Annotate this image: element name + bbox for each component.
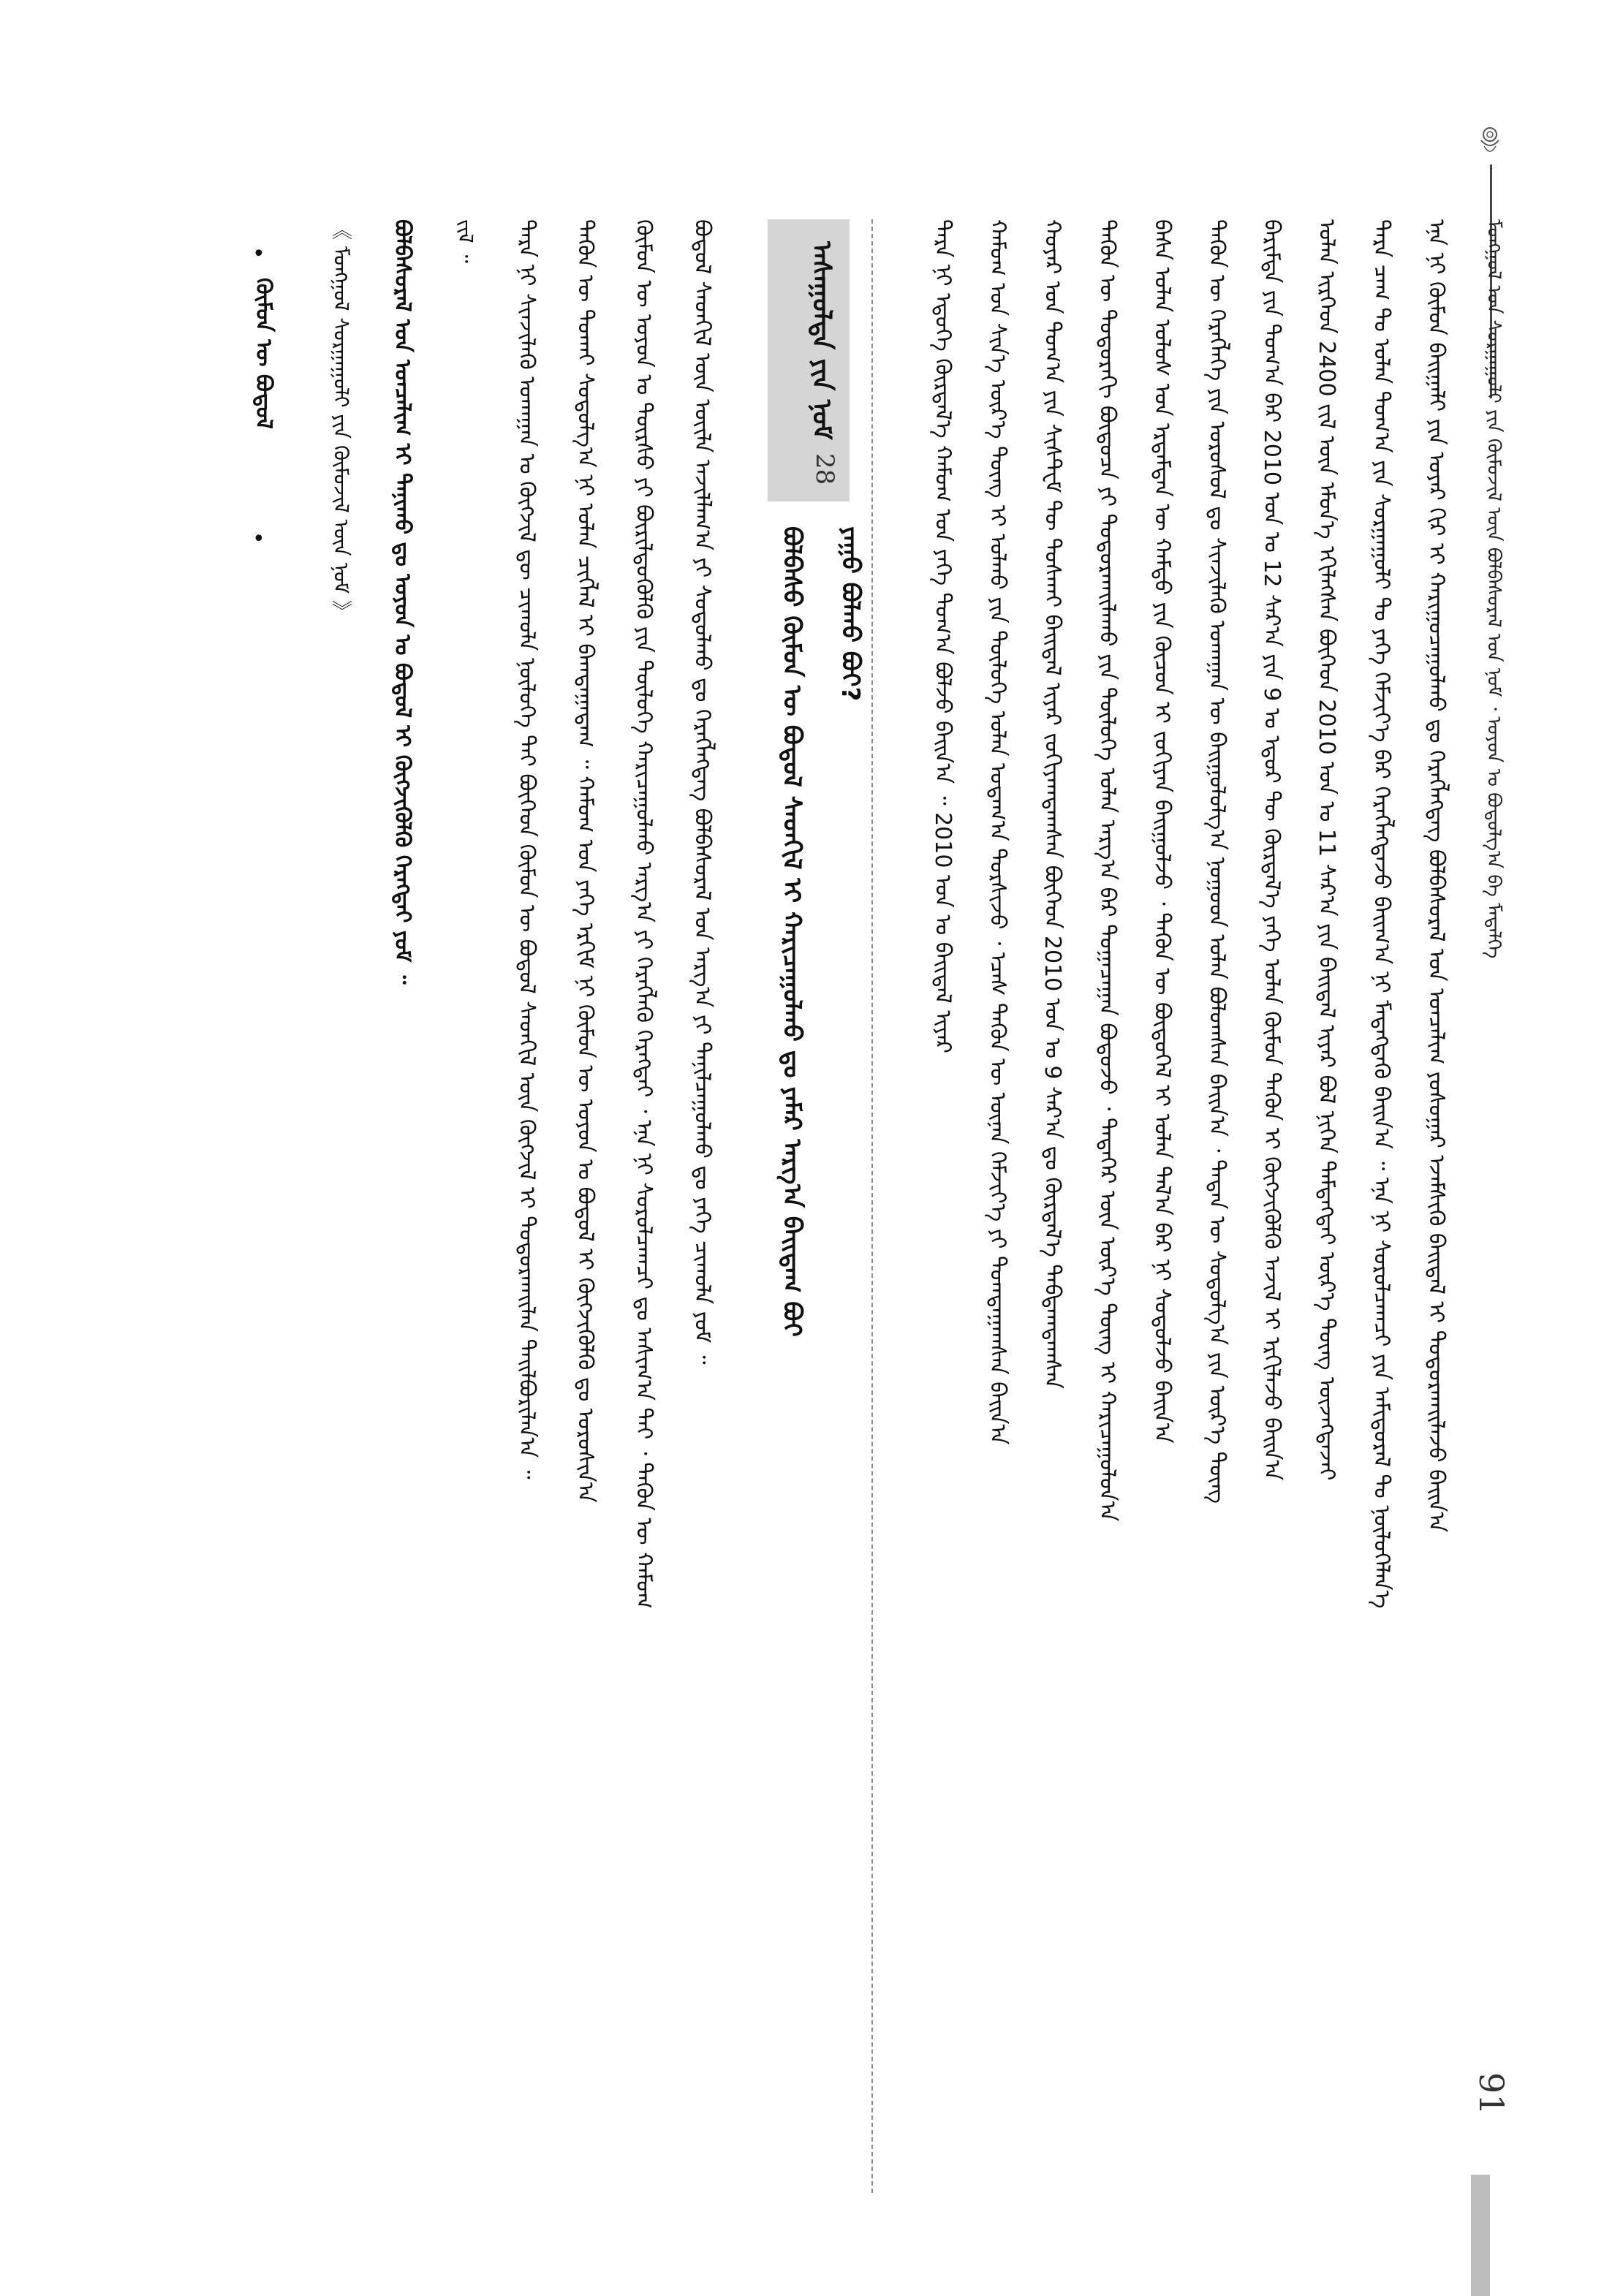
answer-text-column: ᠬᠦᠮᠦᠨ ᠦ ᠣᠶᠤᠨ ᠤ ᠳᠦᠷᠰᠦ ᠶᠢ ᠪᠦᠷᠢᠯᠳᠦᠭᠦᠯᠬᠦ ᠶᠢᠨ ᠲᠥᠯᠦᠭᠡ ᠬᠠᠷᠢᠴᠠᠭᠤᠯᠬᠤ ᠠᠷᠭ᠎ᠠ ᠶᠢ ᠬᠡᠷᠡᠭᠯᠡᠬᠦ ᠬᠡᠷᠡᠭᠲᠡᠢ ᠂ ᠡᠨᠡ ᠨᠢ ᠰᠤᠷᠤᠯᠴᠠᠭᠴᠢ ᠳᠤ ᠠᠰᠢᠭ᠎ᠠ ᠲᠠᠢ ᠂ ᠲᠡᠭᠦᠨ ᠦ ᠬᠠᠮᠤᠭ: [631, 219, 657, 1609]
body-text-column: ᠬᠠᠮᠤᠭ ᠤᠨ ᠰᠢᠨ᠎ᠡ ᠦᠷ᠎ᠡ ᠳᠦᠩ ᠢ ᠣᠯᠬᠤ ᠶᠢᠨ ᠲᠥᠯᠦᠭᠡ ᠣᠯᠠᠨ ᠤᠳᠠᠭ᠎ᠠ ᠲᠤᠷᠰᠢᠵᠤ ᠂ ᠡᠴᠡᠰ ᠲᠡᠭᠦᠨ ᠦ ᠦᠨᠡᠨ ᠬᠡᠮᠵᠢᠶ᠎ᠡ ᠶᠢ ᠲᠣᠭᠲᠠᠭᠠᠭᠰᠠᠨ ᠪᠠᠢᠨ᠎ᠠ: [985, 219, 1010, 1445]
body-text-column: ᠲᠡᠷᠡ ᠨᠢ ᠡᠳᠦᠭᠡ ᠬᠦᠷᠲᠡᠯ᠎ᠡ ᠬᠠᠮᠤᠭ ᠤᠨ ᠶᠡᠬᠡ ᠲᠣᠭ᠎ᠠ ᠪᠣᠯᠵᠤ ᠪᠠᠢᠨ᠎ᠠ ᠃ 2010 ᠣᠨ ᠤ ᠪᠠᠢᠳᠠᠯ ᠢᠶᠠᠷ: [930, 219, 956, 1054]
body-text-column: ᠪᠠᠰᠠ ᠣᠯᠠᠨ ᠤᠯᠤᠰ ᠤᠨ ᠡᠷᠳᠡᠮᠲᠡᠨ ᠦ ᠬᠠᠮᠲᠤ ᠶᠢᠨ ᠬᠦᠴᠦᠨ ᠢ ᠵᠣᠬᠢᠶᠠᠨ ᠪᠠᠢᠭᠤᠯᠵᠤ ᠂ ᠲᠡᠭᠦᠨ ᠦ ᠪᠦᠲᠦᠭᠡᠯ ᠢ ᠣᠯᠠᠨ ᠲᠠᠯ᠎ᠠ ᠪᠠᠷ ᠨᠢ ᠰᠤᠳᠤᠯᠵᠤ ᠪᠠᠢᠨ᠎ᠠ: [1149, 219, 1175, 1444]
body-text-column: ᠡᠨᠡ ᠨᠢ ᠬᠦᠮᠦᠨ ᠪᠠᠢᠭᠠᠯᠢ ᠶᠢᠨ ᠤᠶᠠᠷ ᠬᠢᠷ ᠢ ᠬᠠᠷᠢᠭᠤᠴᠠᠭᠤᠯᠬᠤ ᠳᠤ ᠬᠡᠷᠡᠭᠯᠡᠭᠳᠡᠭ ᠪᠣᠯᠪᠠᠰᠤᠷᠠᠯ ᠤᠨ ᠣᠨᠴᠠᠯᠢᠭ ᠶᠣᠰᠤᠭᠠᠷ ᠡᠵᠡᠮᠰᠢᠬᠦ ᠪᠠᠢᠳᠠᠯ ᠢ ᠲᠣᠳᠣᠷᠬᠠᠢᠯᠠᠵᠤ ᠪᠠᠢᠨ᠎ᠠ: [1423, 219, 1449, 1533]
running-header: ᠮᠣᠩᠭᠣᠯ ᠤᠨ ᠰᠤᠷᠭᠠᠭᠤᠯᠢ ᠶᠢᠨ ᠬᠦᠮᠦᠵᠢᠯ ᠦᠨ ᠪᠣᠯᠪᠠᠰᠤᠷᠠᠯ ᠤᠨ ᠨᠣᠮ ᠂ ᠣᠶᠤᠨ ᠤ ᠪᠣᠳᠤᠯᠭ᠎ᠠ ᠪᠠ ᠮᠡᠳᠡᠯᠭᠡ: [1483, 219, 1505, 959]
bullet-marker: •: [252, 241, 265, 267]
answer-text-column: ᠲᠡᠷᠡ ᠨᠢ ᠰᠢᠨᠵᠢᠯᠡᠬᠦ ᠤᠬᠠᠭᠠᠨ ᠤ ᠬᠥᠭᠵᠢᠯ ᠳᠦ ᠴᠢᠬᠤᠯᠠ ᠨᠥᠯᠦᠭᠡ ᠲᠠᠢ ᠪᠥᠭᠡᠳ ᠬᠦᠮᠦᠨ ᠦ ᠪᠣᠳᠣᠯ ᠰᠡᠳᠬᠢᠯ ᠦᠨ ᠬᠥᠭᠵᠢᠯ ᠢ ᠲᠣᠳᠣᠷᠬᠠᠢᠯᠠᠨ ᠲᠠᠢᠯᠪᠤᠷᠢᠯᠠᠨ᠎ᠠ ᠃: [514, 219, 540, 1479]
answer-text-column: ᠪᠣᠯᠪᠠᠰᠤᠷᠠᠯ ᠤᠨ ᠣᠨᠴᠠᠯᠢᠭ ᠢ ᠲᠠᠨᠢᠬᠤ ᠳᠤ ᠣᠶᠤᠨ ᠤ ᠪᠣᠳᠣᠯ ᠢ ᠬᠥᠭᠵᠢᠭᠦᠯᠬᠦ ᠬᠡᠷᠡᠭᠲᠡᠢ ᠶᠤᠮ ᠃: [390, 219, 415, 985]
question-label: ᠠᠰᠠᠭᠤᠯᠲᠠ ᠶᠢᠨ ᠨᠣᠮ: [806, 241, 836, 440]
page-edge-tab: [1471, 2175, 1490, 2296]
section-divider: [871, 219, 873, 2193]
question-heading-line: ᠪᠣᠯᠪᠠᠰᠤ ᠬᠦᠮᠦᠨ ᠦ ᠪᠣᠳᠣᠯ ᠰᠡᠳᠬᠢᠯ ᠢ ᠬᠠᠷᠢᠴᠠᠭᠤᠯᠬᠤ ᠳᠤ ᠶᠠᠮᠠᠷ ᠠᠷᠭ᠎ᠠ ᠪᠠᠢᠳᠠᠭ ᠪᠤᠢ: [777, 526, 806, 1337]
bullet-item-text: ᠬᠦᠮᠦᠨ ᠦ ᠪᠣᠳᠣᠯ: [251, 278, 276, 429]
body-text-column: ᠲᠡᠷᠡ ᠴᠠᠭ ᠲᠤ ᠣᠯᠠᠨ ᠲᠣᠭ᠎ᠠ ᠶᠢᠨ ᠰᠤᠷᠭᠠᠭᠤᠯᠢ ᠲᠤ ᠶᠡᠬᠡ ᠬᠡᠮᠵᠢᠶ᠎ᠡ ᠪᠡᠷ ᠬᠡᠷᠡᠭᠯᠡᠭᠳᠡᠵᠦ ᠪᠠᠢᠭ᠎ᠠ ᠨᠢ ᠮᠡᠳᠡᠭᠳᠡᠬᠦ ᠪᠠᠢᠨ᠎ᠠ ᠃ ᠡᠨᠡ ᠨᠢ ᠰᠤᠷᠤᠯᠴᠠᠭᠴᠢ ᠶᠢᠨ ᠠᠮᠢᠳᠤᠷᠠᠯ ᠲᠤ ᠨᠦᠯᠦᠭᠡᠯᠡᠨ᠎ᠡ: [1369, 219, 1394, 1609]
answer-text-column: ᠲᠡᠭᠦᠨ ᠦ ᠲᠤᠬᠠᠢ ᠰᠤᠳᠤᠯᠭ᠎ᠠ ᠨᠢ ᠣᠯᠠᠨ ᠴᠢᠭᠯᠡᠯ ᠢ ᠪᠠᠭᠳᠠᠭᠠᠳᠠᠭ ᠃ ᠬᠠᠮᠤᠭ ᠤᠨ ᠶᠡᠬᠡ ᠡᠷᠬᠢᠮ ᠨᠢ ᠬᠦᠮᠦᠨ ᠦ ᠣᠶᠤᠨ ᠤ ᠪᠣᠳᠣᠯ ᠢ ᠬᠥᠭᠵᠢᠭᠦᠯᠬᠦ ᠳᠤ ᠣᠷᠣᠰᠢᠨ᠎ᠠ: [572, 219, 598, 1503]
body-text-column: ᠣᠯᠠᠨ ᠢᠷᠭᠡᠳ 2400 ᠵᠢᠯ ᠦᠨ ᠡᠮᠦᠨ᠎ᠡ ᠡᠬᠢᠯᠡᠭᠰᠡᠨ ᠪᠥᠭᠡᠳ 2010 ᠣᠨ ᠤ 11 ᠰᠠᠷ᠎ᠠ ᠶᠢᠨ ᠪᠠᠢᠳᠠᠯ ᠢᠶᠠᠷ ᠪᠣᠯ ᠨᠢᠭᠡᠨ ᠲᠡᠮᠳᠡᠭᠲᠡᠢ ᠦᠷ᠎ᠡ ᠳᠦᠩ ᠦᠵᠡᠭᠳᠡᠵᠡᠢ: [1314, 219, 1339, 1481]
question-heading-line: ᠶᠠᠭᠤ ᠪᠣᠯᠬᠤ ᠪᠤᠢ?: [836, 526, 865, 702]
body-text-column: ᠪᠠᠷᠢᠮᠲᠠ ᠶᠢᠨ ᠲᠣᠭ᠎ᠠ ᠪᠡᠷ 2010 ᠣᠨ ᠤ 12 ᠰᠠᠷ᠎ᠠ ᠶᠢᠨ 9 ᠤ ᠡᠳᠦᠷ ᠲᠦ ᠬᠦᠷᠲᠡᠯ᠎ᠡ ᠶᠡᠬᠡ ᠣᠯᠠᠨ ᠬᠦᠮᠦᠨ ᠲᠡᠭᠦᠨ ᠢ ᠬᠥᠭᠵᠢᠭᠦᠯᠬᠦ ᠠᠵᠢᠯ ᠢ ᠡᠷᠬᠢᠯᠡᠵᠦ ᠪᠠᠢᠨ᠎ᠠ: [1259, 219, 1285, 1481]
answer-text-column: ᠵᠢᠯ ᠃: [453, 219, 477, 263]
body-text-column: ᠬᠣᠶᠠᠷ ᠤᠨ ᠲᠣᠭ᠎ᠠ ᠶᠢᠨ ᠰᠢᠰᠲ᠋ᠧᠮ ᠲᠦ ᠲᠤᠰᠬᠠᠢ ᠪᠠᠢᠳᠠᠯ ᠢᠶᠠᠷ ᠵᠣᠬᠢᠶᠠᠭᠳᠠᠭᠰᠠᠨ ᠪᠥᠭᠡᠳ 2010 ᠣᠨ ᠤ 9 ᠰᠠᠷ᠎ᠠ ᠳᠤ ᠬᠦᠷᠲᠡᠯ᠎ᠡ ᠳᠠᠪᠲᠠᠭᠳᠠᠭᠰᠠᠨ: [1040, 219, 1065, 1389]
answer-text-column: ᠪᠣᠳᠣᠯ ᠰᠡᠳᠬᠢᠯ ᠦᠨ ᠦᠢᠯᠡ ᠠᠵᠢᠯᠯᠠᠭ᠎ᠠ ᠶᠢ ᠰᠤᠳᠤᠯᠬᠤ ᠳᠤ ᠬᠡᠷᠡᠭᠯᠡᠭᠳᠡᠭ ᠪᠣᠯᠪᠠᠰᠤᠷᠠᠯ ᠤᠨ ᠠᠷᠭ᠎ᠠ ᠶᠢ ᠲᠠᠨᠢᠯᠴᠠᠭᠤᠯᠬᠤ ᠳᠤ ᠶᠡᠬᠡ ᠴᠢᠬᠤᠯᠠ ᠶᠤᠮ ᠃: [689, 219, 715, 1365]
citation-line: 《 ᠮᠣᠩᠭᠣᠯ ᠰᠤᠷᠭᠠᠭᠤᠯᠢ ᠶᠢᠨ ᠬᠦᠮᠦᠵᠢᠯ ᠦᠨ ᠨᠣᠮ 》: [329, 219, 353, 621]
bullet-marker: •: [252, 526, 265, 552]
page-number: 91: [1472, 2072, 1511, 2115]
question-number: 28: [810, 453, 839, 485]
body-text-column: ᠲᠡᠭᠦᠨ ᠦ ᠬᠡᠷᠡᠭᠯᠡᠭᠡ ᠶᠢᠨ ᠤᠷᠤᠰᠤᠯ ᠳᠤ ᠰᠢᠨᠵᠢᠯᠡᠬᠦ ᠤᠬᠠᠭᠠᠨ ᠦ ᠪᠠᠢᠭᠤᠯᠤᠯᠭ᠎ᠠ ᠨᠤᠭᠤᠳ ᠣᠯᠠᠨ ᠪᠣᠯᠤᠭᠰᠠᠨ ᠪᠠᠢᠨ᠎ᠠ ᠂ ᠲᠡᠳᠡᠨ ᠦ ᠰᠤᠳᠤᠯᠭ᠎ᠠ ᠶᠢᠨ ᠦᠷ᠎ᠡ ᠳᠦᠩ: [1204, 219, 1230, 1504]
body-text-column: ᠲᠡᠭᠦᠨ ᠦ ᠳᠣᠲᠣᠷᠠᠬᠢ ᠪᠦᠲᠦᠴᠡ ᠶᠢ ᠲᠣᠳᠣᠷᠬᠠᠢᠯᠠᠬᠤ ᠶᠢᠨ ᠲᠥᠯᠦᠭᠡ ᠣᠯᠠᠨ ᠠᠷᠭ᠎ᠠ ᠪᠠᠷ ᠲᠣᠭᠠᠴᠠᠭᠠᠨ ᠪᠣᠳᠣᠵᠤ ᠂ ᠲᠡᠳᠡᠭᠡᠷ ᠦᠨ ᠦᠷ᠎ᠡ ᠳᠦᠩ ᠢ ᠬᠠᠷᠢᠴᠠᠭᠤᠯᠤᠨ᠎ᠠ: [1094, 219, 1120, 1522]
decorative-ornament-icon: [1468, 118, 1512, 162]
